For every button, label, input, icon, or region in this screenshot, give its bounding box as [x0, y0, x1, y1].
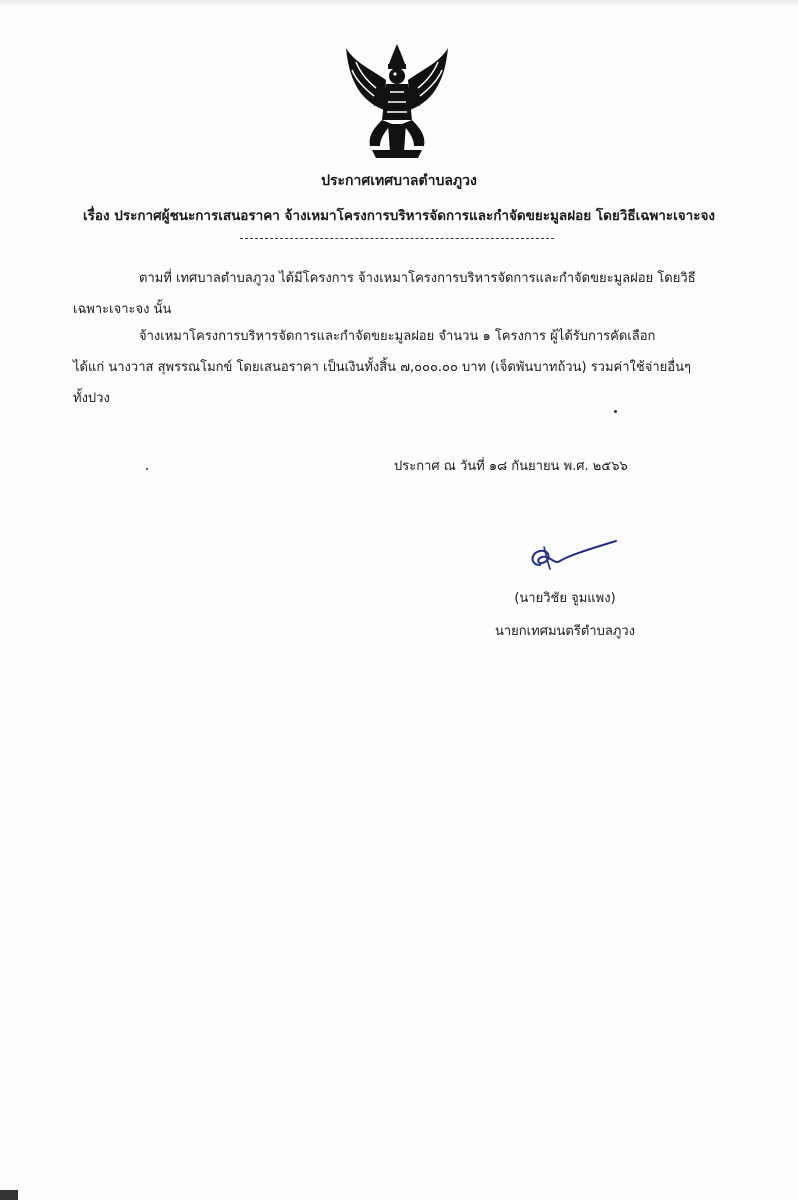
- signature-icon: [520, 535, 620, 575]
- paragraph-intro-line-1: ตามที่ เทศบาลตำบลภูวง ได้มีโครงการ จ้างเหมาโครงการบริหารจัดการและกำจัดขยะมูลฝอย โดยวิธี: [139, 271, 696, 286]
- announcement-subject: เรื่อง ประกาศผู้ชนะการเสนอราคา จ้างเหมาโครงการบริหารจัดการและกำจัดขยะมูลฝอย โดยวิธีเฉพาะเจาะจง: [83, 208, 715, 224]
- announcement-date: ประกาศ ณ วันที่ ๑๘ กันยายน พ.ศ. ๒๕๖๖: [394, 459, 628, 474]
- signer-title: นายกเทศมนตรีตำบลภูวง: [495, 624, 635, 639]
- announcement-title: ประกาศเทศบาลตำบลภูวง: [321, 173, 477, 189]
- scan-speck: [614, 410, 617, 413]
- header-divider: [240, 238, 554, 239]
- paragraph-intro-line-2: เฉพาะเจาะจง นั้น: [73, 302, 172, 317]
- scan-edge: [0, 0, 798, 8]
- signer-name: (นายวิชัย จูมแพง): [514, 591, 616, 606]
- paragraph-winner-line-3: ทั้งปวง: [73, 391, 110, 406]
- paragraph-winner-line-2: ได้แก่ นางวาส สุพรรณโมกข์ โดยเสนอราคา เป็นเงินทั้งสิ้น ๗,๐๐๐.๐๐ บาท (เจ็ดพันบาทถ้วน) รวมค่าใช้จ่ายอื่นๆ: [73, 360, 691, 375]
- scan-speck: [146, 468, 148, 470]
- scan-speck: [0, 1190, 18, 1200]
- garuda-emblem-icon: [342, 40, 452, 160]
- paragraph-winner: [73, 321, 723, 414]
- paragraph-intro: [73, 263, 723, 325]
- paragraph-winner-line-1: จ้างเหมาโครงการบริหารจัดการและกำจัดขยะมูลฝอย จำนวน ๑ โครงการ ผู้ได้รับการคัดเลือก: [139, 329, 656, 344]
